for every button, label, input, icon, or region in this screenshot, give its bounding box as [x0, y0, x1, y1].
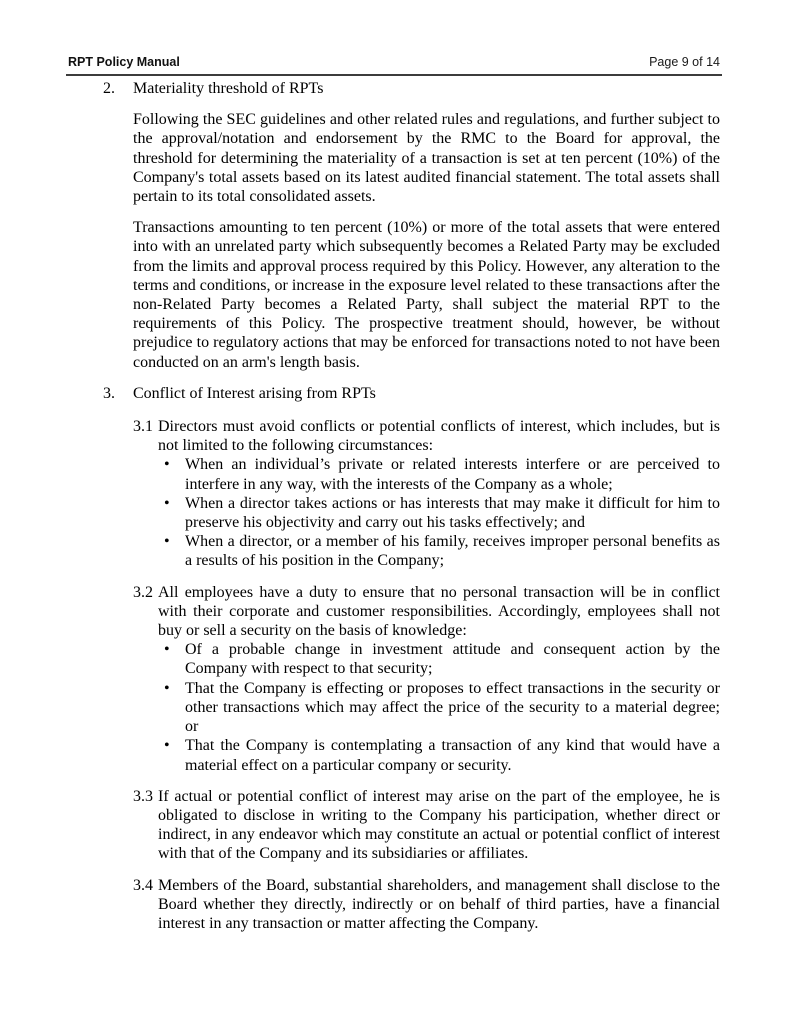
subsection-3-4-body	[158, 876, 720, 934]
bullet-item-text: Of a probable change in investment attitude and consequent action by the Company with respect to that security;	[185, 641, 720, 678]
subsection-3-2-text: All employees have a duty to ensure that no personal transaction will be in conflict with their corporate and customer responsibilities. Accordingly, employees shall not buy or sell a security on the basis of knowledge:	[158, 583, 720, 640]
bullet-icon: •	[164, 679, 170, 697]
subsection-3-3	[133, 787, 720, 864]
subsection-3-1-text: Directors must avoid conflicts or potential conflicts of interest, which includes, but is not limited to the following circumstances:	[158, 418, 720, 455]
subsection-3-4-text: Members of the Board, substantial shareholders, and management shall disclose to the Board whether they directly, indirectly or on behalf of third parties, have a financial interest in any transaction or matter affecting the Company.	[158, 876, 720, 932]
bullet-icon: •	[164, 494, 170, 512]
section-2-title: Materiality threshold of RPTs	[133, 80, 324, 97]
subsection-3-2-number: 3.2	[133, 583, 153, 601]
bullet-icon: •	[164, 641, 170, 659]
subsection-3-3-body	[158, 787, 720, 864]
document-body	[103, 79, 721, 933]
list-item	[158, 640, 720, 678]
section-3-title: Conflict of Interest arising from RPTs	[133, 384, 376, 402]
list-item	[158, 736, 720, 774]
subsection-3-4-number: 3.4	[133, 876, 153, 894]
bullet-icon: •	[164, 737, 170, 755]
bullet-item-text: When a director, or a member of his family, receives improper personal benefits as a results of his position in the Company;	[185, 533, 720, 570]
section-2-number: 2.	[103, 80, 115, 97]
subsection-3-4	[133, 876, 720, 934]
list-item	[158, 494, 720, 532]
bullet-item-text: When an individual’s private or related interests interfere or are perceived to interfere in any way, with the interests of the Company as a whole;	[185, 456, 720, 493]
subsection-3-1-body	[158, 417, 720, 571]
subsection-3-3-number: 3.3	[133, 787, 153, 805]
subsection-3-1	[133, 417, 720, 571]
bullet-item-text: That the Company is contemplating a transaction of any kind that would have a material effect on a particular company or security.	[185, 737, 720, 774]
subsection-3-2-bullet-list	[158, 640, 720, 774]
section-2-heading	[103, 79, 721, 98]
list-item	[158, 532, 720, 570]
bullet-icon: •	[164, 456, 170, 474]
bullet-icon: •	[164, 533, 170, 551]
header-page-number: Page 9 of 14	[649, 55, 720, 69]
bullet-item-text: That the Company is effecting or proposes to effect transactions in the security or other transactions which may affect the price of the security to a material degree; or	[185, 679, 720, 736]
list-item	[158, 679, 720, 737]
section-2-paragraph-1: Following the SEC guidelines and other related rules and regulations, and further subject to the approval/notation and endorsement by the RMC to the Board for approval, the threshold for determining the materiality of a transaction is set at ten percent (10%) of the Company's total assets based on its latest audited financial statement. The total assets shall pertain to its total consolidated assets.	[133, 111, 720, 206]
subsection-3-3-text: If actual or potential conflict of interest may arise on the part of the employee, he is obligated to disclose in writing to the Company his participation, whether direct or indirect, in any endeavor which may constitute an actual or potential conflict of interest with that of the Company and its subsidiaries or affiliates.	[158, 787, 720, 863]
bullet-item-text: When a director takes actions or has interests that may make it difficult for him to preserve his objectivity and carry out his tasks effectively; and	[185, 494, 720, 532]
subsection-3-2-body	[158, 583, 720, 775]
subsection-3-2	[133, 583, 720, 775]
page-header	[66, 55, 722, 76]
header-title: RPT Policy Manual	[68, 55, 180, 69]
section-3-number: 3.	[103, 384, 115, 402]
subsection-3-1-bullet-list	[158, 455, 720, 570]
subsection-3-1-number: 3.1	[133, 418, 153, 436]
section-2-paragraph-2: Transactions amounting to ten percent (10%) or more of the total assets that were entered into with an unrelated party which subsequently becomes a Related Party may be excluded from the limits and approval process required by this Policy. However, any alteration to the terms and conditions, or increase in the exposure level related to these transactions after the non-Related Party becomes a Related Party, shall subject the material RPT to the requirements of this Policy. The prospective treatment should, however, be without prejudice to regulatory actions that may be enforced for transactions noted to not have been conducted on an arm's length basis.	[133, 219, 720, 371]
list-item	[158, 455, 720, 493]
section-3-heading	[103, 384, 721, 403]
